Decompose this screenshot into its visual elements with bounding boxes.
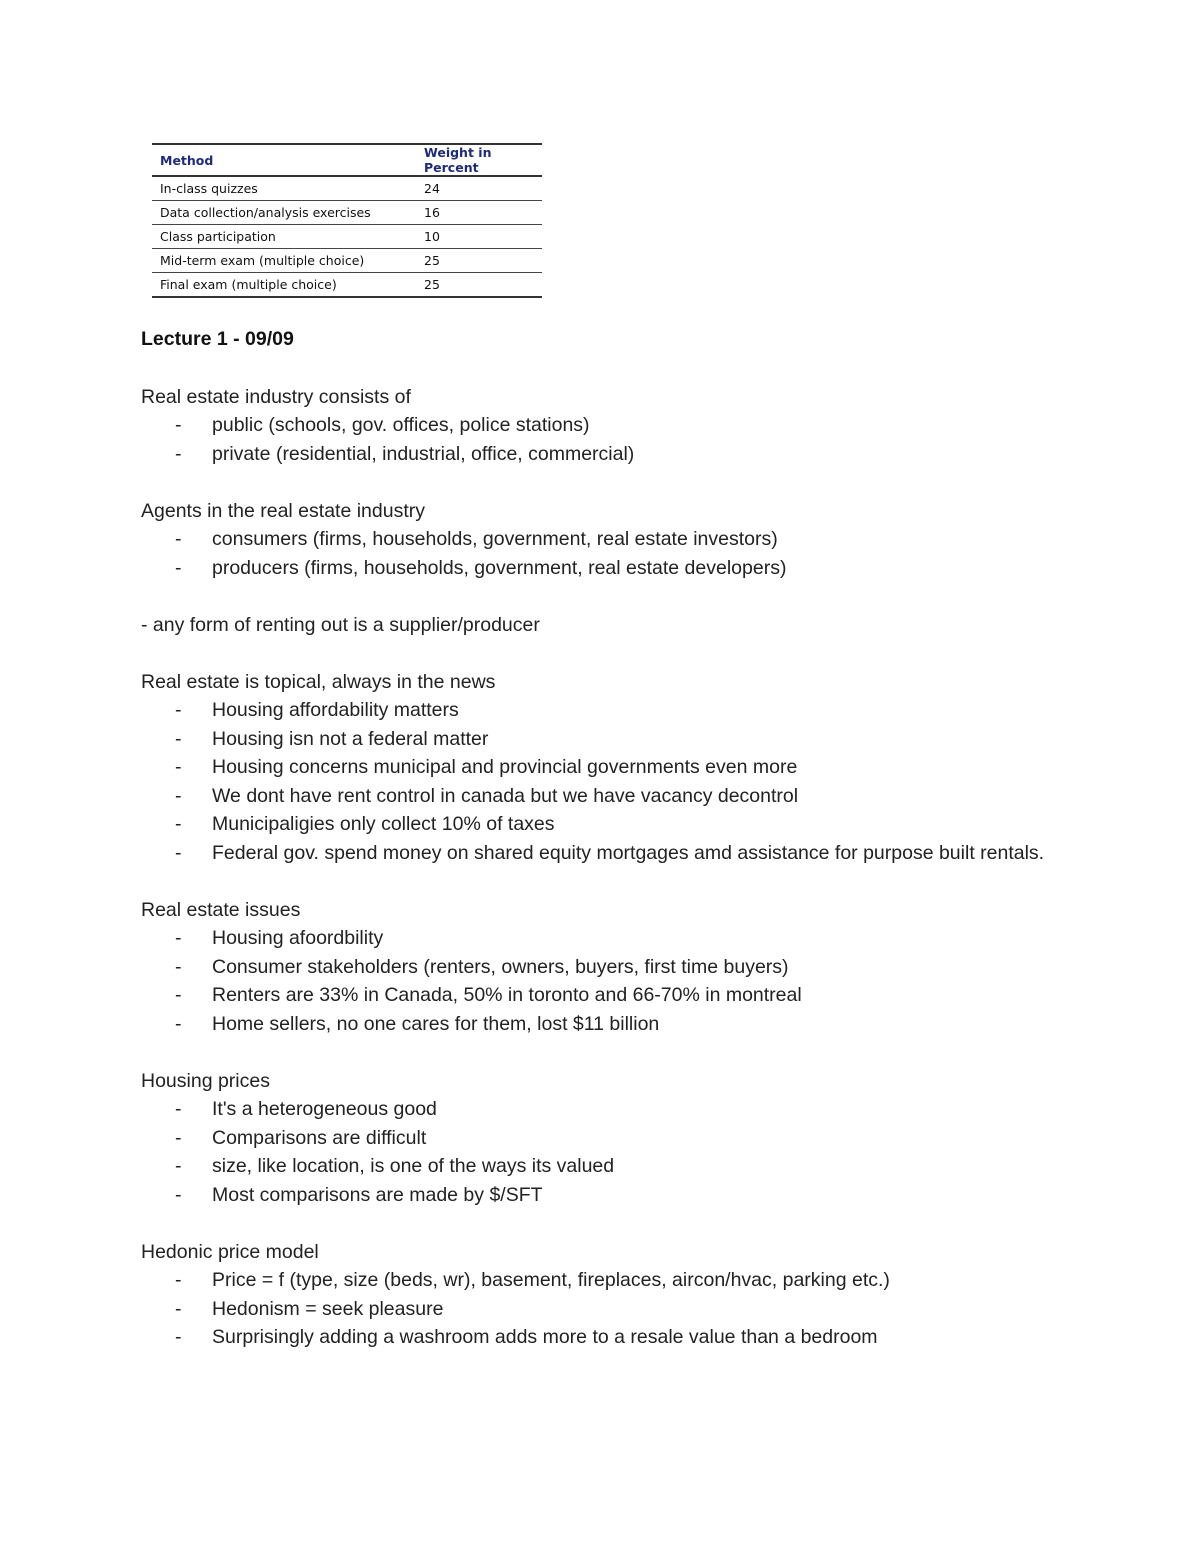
- grading-table: [152, 143, 542, 298]
- list-item: [141, 1124, 1101, 1153]
- list-item-text: Comparisons are difficult: [212, 1126, 427, 1149]
- list-item: [141, 1095, 1101, 1124]
- list-item-text: Renters are 33% in Canada, 50% in toronto and 66-70% in montreal: [212, 984, 802, 1006]
- list-item: [141, 1152, 1101, 1181]
- bullet-marker: -: [175, 984, 182, 1006]
- table-row: [152, 201, 542, 225]
- bullet-marker: -: [175, 556, 182, 579]
- section-heading: Agents in the real estate industry: [141, 499, 425, 522]
- list-item-text: Most comparisons are made by $/SFT: [212, 1183, 543, 1206]
- table-row: [152, 249, 542, 273]
- list-item: [141, 753, 1101, 782]
- bullet-marker: -: [175, 784, 182, 807]
- bullet-marker: -: [175, 1269, 182, 1291]
- list-item: [141, 554, 1101, 583]
- section-heading: Hedonic price model: [141, 1240, 319, 1263]
- list-item: [141, 1010, 1101, 1039]
- bullet-list: [141, 696, 1101, 867]
- list-item: [141, 839, 1101, 868]
- list-item-text: Housing concerns municipal and provincial governments even more: [212, 756, 798, 778]
- list-item: [141, 411, 1101, 440]
- bullet-marker: -: [175, 1326, 182, 1348]
- section-heading: Real estate issues: [141, 898, 301, 921]
- list-item: [141, 981, 1101, 1010]
- list-item: [141, 810, 1101, 839]
- lecture-notes: [141, 324, 1101, 1352]
- bullet-marker: -: [175, 1098, 182, 1120]
- bullet-marker: -: [175, 927, 182, 949]
- section-issues: [141, 896, 1101, 1039]
- list-item-text: size, like location, is one of the ways its valued: [212, 1155, 615, 1177]
- table-cell-weight: 10: [416, 225, 542, 249]
- bullet-marker: -: [175, 955, 182, 978]
- list-item-text: producers (firms, households, government, real estate developers): [212, 556, 787, 579]
- section-housing-prices: [141, 1067, 1101, 1210]
- section-topical: [141, 668, 1101, 868]
- list-item-text: consumers (firms, households, government, real estate investors): [212, 528, 778, 550]
- list-item-text: public (schools, gov. offices, police stations): [212, 414, 590, 436]
- list-item: [141, 1323, 1101, 1352]
- list-item: [141, 782, 1101, 811]
- section-renting-note: [141, 611, 1101, 640]
- column-header-method: Method: [152, 144, 416, 176]
- list-item-text: Housing afoordbility: [212, 927, 384, 949]
- section-heading: Housing prices: [141, 1069, 270, 1092]
- lecture-title: Lecture 1 - 09/09: [141, 328, 294, 350]
- bullet-marker: -: [175, 414, 182, 436]
- standalone-note: - any form of renting out is a supplier/producer: [141, 613, 540, 636]
- bullet-list: [141, 924, 1101, 1038]
- table-cell-method: Final exam (multiple choice): [152, 273, 416, 298]
- bullet-list: [141, 1266, 1101, 1352]
- section-industry-composition: [141, 383, 1101, 469]
- list-item: [141, 1181, 1101, 1210]
- list-item: [141, 696, 1101, 725]
- bullet-marker: -: [175, 528, 182, 550]
- list-item-text: Surprisingly adding a washroom adds more to a resale value than a bedroom: [212, 1326, 878, 1348]
- table-cell-weight: 24: [416, 176, 542, 201]
- table-row: [152, 176, 542, 201]
- table-cell-weight: 16: [416, 201, 542, 225]
- bullet-marker: -: [175, 727, 182, 750]
- bullet-list: [141, 525, 1101, 582]
- bullet-marker: -: [175, 1155, 182, 1177]
- list-item-text: Federal gov. spend money on shared equity mortgages amd assistance for purpose built rentals.: [212, 841, 1045, 864]
- list-item-text: Housing isn not a federal matter: [212, 727, 489, 750]
- list-item: [141, 1295, 1101, 1324]
- list-item: [141, 725, 1101, 754]
- list-item-text: Price = f (type, size (beds, wr), basement, fireplaces, aircon/hvac, parking etc.): [212, 1269, 890, 1291]
- list-item: [141, 953, 1101, 982]
- bullet-marker: -: [175, 1126, 182, 1149]
- column-header-weight: Weight in Percent: [416, 144, 542, 176]
- section-heading: Real estate is topical, always in the news: [141, 670, 496, 693]
- table-cell-weight: 25: [416, 249, 542, 273]
- table-cell-method: Mid-term exam (multiple choice): [152, 249, 416, 273]
- table-cell-weight: 25: [416, 273, 542, 298]
- table-row: [152, 273, 542, 298]
- list-item-text: private (residential, industrial, office, commercial): [212, 442, 635, 465]
- bullet-marker: -: [175, 813, 182, 835]
- bullet-marker: -: [175, 841, 182, 864]
- list-item: [141, 440, 1101, 469]
- list-item-text: We dont have rent control in canada but we have vacancy decontrol: [212, 784, 799, 807]
- bullet-marker: -: [175, 1297, 182, 1320]
- list-item-text: Municipaligies only collect 10% of taxes: [212, 813, 555, 835]
- list-item: [141, 1266, 1101, 1295]
- bullet-marker: -: [175, 1012, 182, 1035]
- list-item-text: Home sellers, no one cares for them, lost $11 billion: [212, 1012, 660, 1035]
- table-cell-method: Class participation: [152, 225, 416, 249]
- bullet-list: [141, 1095, 1101, 1209]
- table-header-row: [152, 144, 542, 176]
- section-hedonic-model: [141, 1238, 1101, 1352]
- section-agents: [141, 497, 1101, 583]
- bullet-marker: -: [175, 1183, 182, 1206]
- table-cell-method: Data collection/analysis exercises: [152, 201, 416, 225]
- bullet-marker: -: [175, 442, 182, 465]
- list-item: [141, 525, 1101, 554]
- list-item: [141, 924, 1101, 953]
- bullet-marker: -: [175, 699, 182, 721]
- list-item-text: It's a heterogeneous good: [212, 1098, 437, 1120]
- section-heading: Real estate industry consists of: [141, 385, 411, 408]
- list-item-text: Hedonism = seek pleasure: [212, 1297, 444, 1320]
- bullet-list: [141, 411, 1101, 468]
- bullet-marker: -: [175, 756, 182, 778]
- table-row: [152, 225, 542, 249]
- list-item-text: Consumer stakeholders (renters, owners, buyers, first time buyers): [212, 955, 789, 978]
- list-item-text: Housing affordability matters: [212, 699, 459, 721]
- table-cell-method: In-class quizzes: [152, 176, 416, 201]
